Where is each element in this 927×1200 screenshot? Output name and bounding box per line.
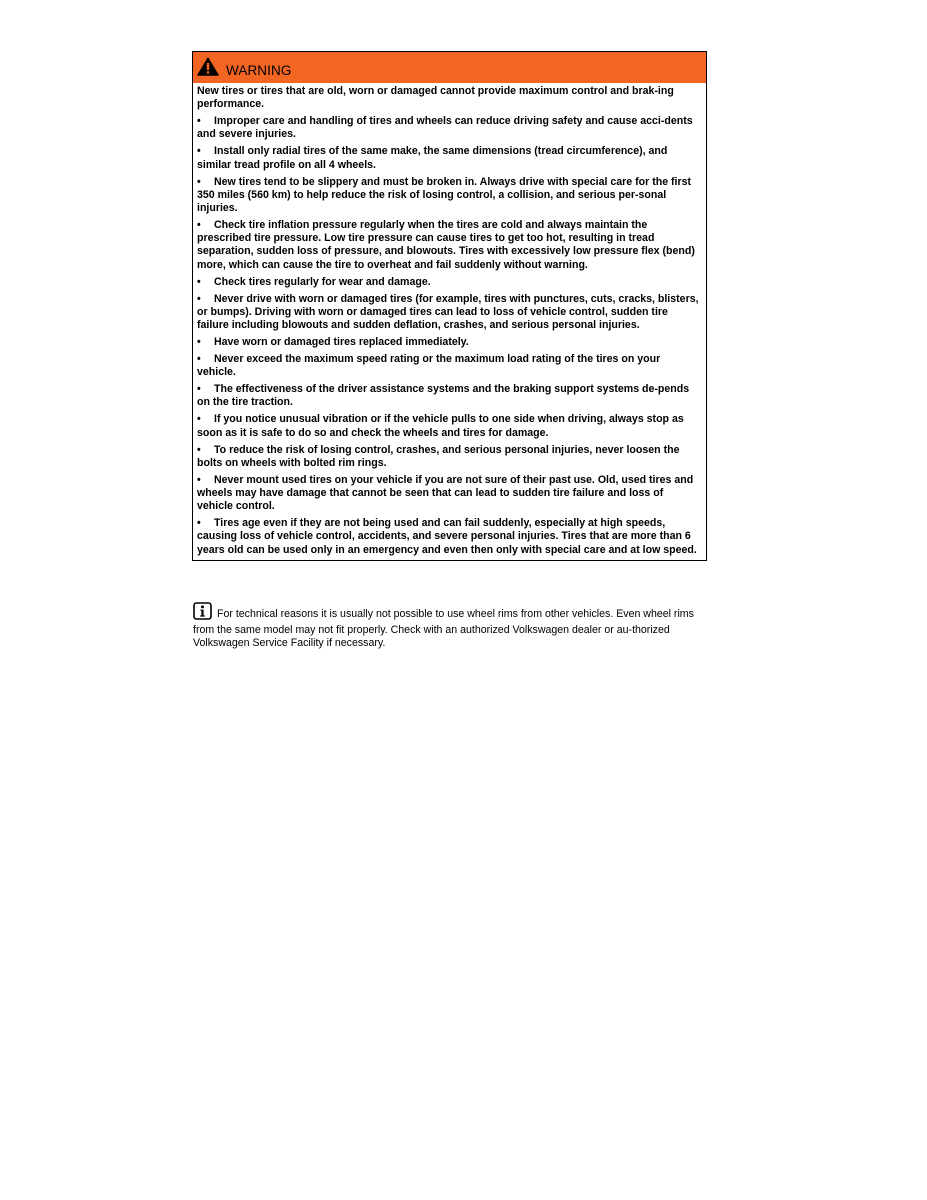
list-item-text: Improper care and handling of tires and wheels can reduce driving safety and cause acci-dents and severe injuries. xyxy=(197,115,693,141)
list-item xyxy=(197,176,702,216)
info-icon xyxy=(193,602,212,624)
list-item-text: Check tires regularly for wear and damage. xyxy=(214,275,431,288)
list-item-text: Tires age even if they are not being used and can fail suddenly, especially at high speeds, causing loss of vehicle control, accidents, and severe personal injuries. Tires that are more than 6 years old can be used only in an emergency and even then only with special care and at low speed. xyxy=(197,517,697,556)
list-item-text: Have worn or damaged tires replaced immediately. xyxy=(214,336,469,349)
warning-header xyxy=(193,52,706,83)
bullet-icon: • xyxy=(197,473,201,486)
info-note xyxy=(193,602,713,651)
warning-box xyxy=(192,51,707,561)
warning-title: WARNING xyxy=(226,63,292,78)
list-item-text: The effectiveness of the driver assistance systems and the braking support systems de-pends on the tire traction. xyxy=(197,383,690,409)
bullet-icon: • xyxy=(197,175,201,188)
list-item xyxy=(197,413,702,439)
bullet-icon: • xyxy=(197,336,201,349)
bullet-icon: • xyxy=(197,353,201,366)
warning-triangle-icon xyxy=(197,59,219,76)
list-item-text: Never mount used tires on your vehicle if you are not sure of their past use. Old, used tires and wheels may have damage that cannot be seen that can lead to sudden tire failure and loss of vehicle control. xyxy=(197,473,694,513)
note-text: For technical reasons it is usually not possible to use wheel rims from other vehicles. Even wheel rims from the same model may not fit properly. Check with an authorized Volkswagen dealer or au-thorized Volkswagen Service Facility if necessary. xyxy=(193,608,694,650)
list-item-text: New tires tend to be slippery and must be broken in. Always drive with special care for the first 350 miles (560 km) to help reduce the risk of losing control, a collision, and serious per-sonal injuries. xyxy=(197,175,692,215)
bullet-icon: • xyxy=(197,275,201,288)
bullet-icon: • xyxy=(197,292,201,305)
bullet-icon: • xyxy=(197,383,201,396)
list-item xyxy=(197,353,702,379)
bullet-icon: • xyxy=(197,517,201,530)
list-item xyxy=(197,444,702,470)
bullet-icon: • xyxy=(197,115,201,128)
list-item-text: Never drive with worn or damaged tires (for example, tires with punctures, cuts, cracks, blisters, or bumps). Driving with worn or damaged tires can lead to loss of vehicle control, sudden tire failure including blowouts and sudden deflation, crashes, and serious personal injuries. xyxy=(197,292,699,332)
list-item xyxy=(197,276,702,289)
bullet-icon: • xyxy=(197,443,201,456)
warning-intro: New tires or tires that are old, worn or damaged cannot provide maximum control and brak-ing performance. xyxy=(197,85,674,111)
list-item-text: If you notice unusual vibration or if the vehicle pulls to one side when driving, always stop as soon as it is safe to do so and check the wheels and tires for damage. xyxy=(197,413,684,439)
list-item xyxy=(197,219,702,272)
bullet-icon: • xyxy=(197,413,201,426)
bullet-icon: • xyxy=(197,145,201,158)
list-item xyxy=(197,293,702,333)
list-item xyxy=(197,115,702,141)
list-item xyxy=(197,517,702,557)
list-item-text: Install only radial tires of the same make, the same dimensions (tread circumference), and similar tread profile on all 4 wheels. xyxy=(197,145,668,171)
bullet-icon: • xyxy=(197,219,201,232)
list-item xyxy=(197,383,702,409)
list-item xyxy=(197,145,702,171)
list-item xyxy=(197,336,702,349)
list-item xyxy=(197,474,702,514)
list-item-text: Check tire inflation pressure regularly when the tires are cold and always maintain the prescribed tire pressure. Low tire pressure can cause tires to get too hot, resulting in tread separation, sudden loss of pressure, and blowouts. Tires with excessively low pressure flex (bend) more, which can cause the tire to overheat and fail suddenly without warning. xyxy=(197,219,695,271)
list-item-text: To reduce the risk of losing control, crashes, and serious personal injuries, never loosen the bolts on wheels with bolted rim rings. xyxy=(197,443,680,469)
warning-body xyxy=(193,83,706,560)
list-item-text: Never exceed the maximum speed rating or the maximum load rating of the tires on your vehicle. xyxy=(197,353,661,379)
